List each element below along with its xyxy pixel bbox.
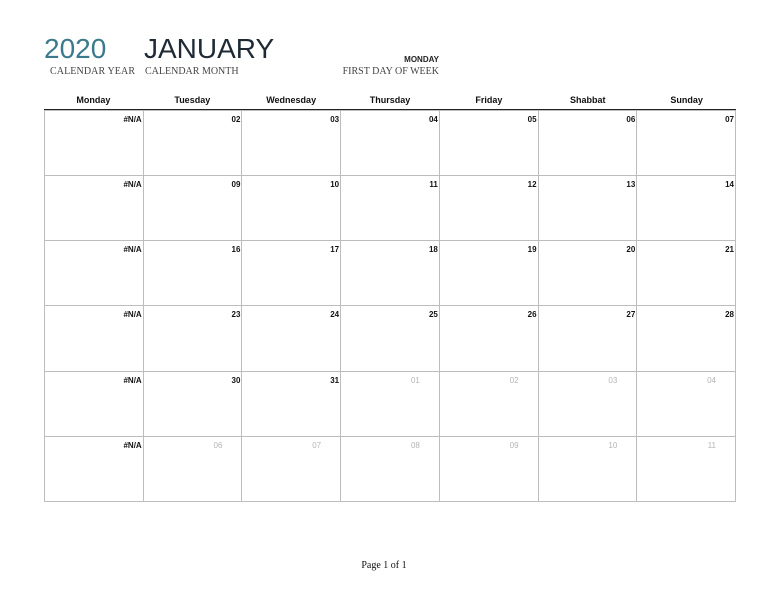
day-cell — [440, 240, 539, 305]
weekday-header: Wednesday — [266, 95, 317, 105]
day-cell — [637, 371, 736, 436]
day-cell — [144, 371, 243, 436]
day-number: 24 — [330, 310, 340, 320]
first-day-of-week-value: MONDAY — [404, 55, 439, 64]
day-cell — [45, 371, 144, 436]
weekday-header: Thursday — [369, 95, 411, 105]
day-number: 07 — [312, 440, 322, 450]
day-cell — [242, 436, 341, 501]
day-cell — [440, 371, 539, 436]
day-cell — [637, 240, 736, 305]
day-number: 05 — [527, 115, 537, 124]
day-cell — [45, 110, 144, 175]
day-number: #N/A — [123, 180, 142, 190]
day-cell — [144, 240, 243, 305]
day-number: 03 — [330, 115, 340, 124]
day-number: 10 — [608, 440, 618, 450]
day-cell — [144, 305, 243, 370]
day-number: 09 — [231, 180, 241, 190]
weekday-header-row — [44, 93, 736, 111]
weekday-header: Sunday — [670, 95, 703, 105]
day-number: 03 — [608, 375, 618, 385]
day-number: 11 — [707, 440, 716, 450]
day-number: 14 — [725, 180, 734, 190]
day-cell — [144, 175, 243, 240]
day-number: 10 — [330, 180, 340, 190]
day-number: 02 — [509, 375, 519, 385]
day-cell — [45, 436, 144, 501]
day-cell — [539, 240, 638, 305]
day-number: #N/A — [123, 440, 142, 450]
first-day-of-week-label: FIRST DAY OF WEEK — [342, 66, 439, 77]
day-number: 31 — [330, 375, 340, 385]
day-number: 04 — [428, 115, 438, 124]
day-cell — [144, 110, 243, 175]
day-number: 19 — [527, 245, 537, 255]
day-number: 28 — [725, 310, 734, 320]
day-cell — [242, 175, 341, 240]
day-cell — [341, 240, 440, 305]
day-cell — [539, 371, 638, 436]
day-cell — [637, 175, 736, 240]
day-number: 08 — [410, 440, 420, 450]
day-cell — [45, 305, 144, 370]
weekday-header: Monday — [76, 95, 111, 105]
day-cell — [440, 175, 539, 240]
day-number: 04 — [707, 375, 716, 385]
day-number: 25 — [428, 310, 438, 320]
weekday-header: Shabbat — [569, 95, 606, 105]
day-cell — [637, 436, 736, 501]
day-number: 06 — [626, 115, 636, 124]
day-number: #N/A — [123, 245, 142, 255]
day-number: 02 — [231, 115, 241, 124]
day-number: 27 — [626, 310, 636, 320]
day-number: 13 — [626, 180, 636, 190]
day-number: 21 — [725, 245, 734, 255]
day-cell — [242, 240, 341, 305]
day-number: #N/A — [123, 310, 142, 320]
day-cell — [440, 305, 539, 370]
day-number: 16 — [231, 245, 241, 255]
day-number: 18 — [428, 245, 438, 255]
calendar-month: JANUARY — [144, 33, 275, 64]
day-number: #N/A — [123, 115, 142, 124]
weekday-header: Friday — [475, 95, 503, 105]
day-number: 30 — [231, 375, 241, 385]
day-cell — [242, 110, 341, 175]
day-cell — [341, 371, 440, 436]
day-number: 23 — [231, 310, 241, 320]
day-cell — [341, 110, 440, 175]
day-cell — [341, 175, 440, 240]
day-number: #N/A — [123, 375, 142, 385]
day-cell — [440, 436, 539, 501]
weekday-header: Tuesday — [174, 95, 211, 105]
day-cell — [45, 175, 144, 240]
day-cell — [242, 305, 341, 370]
day-cell — [45, 240, 144, 305]
day-number: 09 — [509, 440, 519, 450]
day-cell — [341, 436, 440, 501]
day-cell — [637, 305, 736, 370]
day-number: 01 — [410, 375, 420, 385]
day-cell — [539, 305, 638, 370]
day-number: 11 — [429, 180, 438, 190]
calendar-year: 2020 — [44, 33, 107, 64]
day-number: 07 — [725, 115, 734, 124]
day-cell — [440, 110, 539, 175]
day-number: 20 — [626, 245, 636, 255]
page-footer: Page 1 of 1 — [361, 560, 407, 571]
day-cell — [539, 110, 638, 175]
day-number: 06 — [213, 440, 223, 450]
calendar-grid — [44, 110, 736, 502]
day-cell — [144, 436, 243, 501]
day-cell — [341, 305, 440, 370]
day-cell — [539, 436, 638, 501]
calendar-month-label: CALENDAR MONTH — [145, 66, 239, 77]
day-number: 17 — [330, 245, 340, 255]
day-cell — [637, 110, 736, 175]
day-number: 12 — [527, 180, 537, 190]
day-cell — [539, 175, 638, 240]
calendar-year-label: CALENDAR YEAR — [50, 66, 136, 77]
day-cell — [242, 371, 341, 436]
day-number: 26 — [527, 310, 537, 320]
